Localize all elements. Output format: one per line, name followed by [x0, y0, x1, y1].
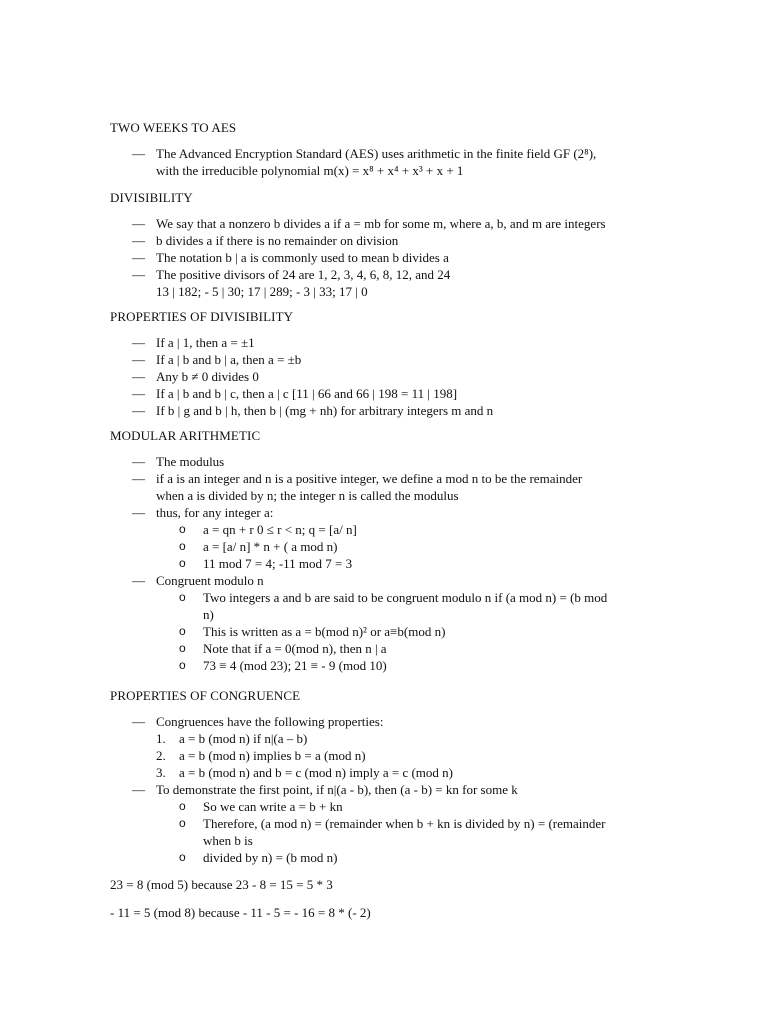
list-item	[110, 385, 670, 402]
sub-item-text: Therefore, (a mod n) = (remainder when b + kn is divided by n) = (remainder	[203, 816, 606, 831]
dash-bullet: —	[132, 454, 145, 469]
sub-item-text: Note that if a = 0(mod n), then n | a	[203, 641, 387, 656]
list-item-text: The positive divisors of 24 are 1, 2, 3, 4, 6, 8, 12, and 24	[156, 267, 451, 282]
dash-bullet: —	[132, 782, 145, 797]
sub-list-item	[110, 623, 670, 640]
sub-item-text: when b is	[203, 833, 253, 848]
list-item	[110, 402, 670, 419]
example-line-1: 23 = 8 (mod 5) because 23 - 8 = 15 = 5 * 3	[110, 877, 333, 892]
list-item-text: If a | b and b | a, then a = ±b	[156, 352, 302, 367]
sub-list-item	[110, 657, 670, 674]
sub-list-item	[110, 589, 670, 606]
section-heading: DIVISIBILITY	[110, 190, 193, 205]
properties-congruence-section	[110, 687, 670, 866]
circle-bullet-icon: o	[179, 539, 186, 553]
sub-item-text: a = qn + r 0 ≤ r < n; q = [a/ n]	[203, 522, 357, 537]
dash-bullet: —	[132, 352, 145, 367]
dash-bullet: —	[132, 267, 145, 282]
sub-item-text: n)	[203, 607, 214, 622]
list-item	[110, 334, 670, 351]
sub-list-item-continuation	[110, 606, 670, 623]
intro-line-2: with the irreducible polynomial m(x) = x⁸ + x⁴ + x³ + x + 1	[156, 163, 464, 178]
dash-bullet: —	[132, 471, 145, 486]
dash-bullet: —	[132, 386, 145, 401]
sub-list-item	[110, 521, 670, 538]
sub-item-text: a = [a/ n] * n + ( a mod n)	[203, 539, 338, 554]
list-item-text: To demonstrate the first point, if n|(a - b), then (a - b) = kn for some k	[156, 782, 518, 797]
numbered-item-text: a = b (mod n) and b = c (mod n) imply a = c (mod n)	[179, 765, 453, 780]
list-item	[110, 713, 670, 730]
numbered-item-text: a = b (mod n) if n|(a – b)	[179, 731, 308, 746]
dash-bullet: —	[132, 714, 145, 729]
list-item-text: The notation b | a is commonly used to mean b divides a	[156, 250, 449, 265]
circle-bullet-icon: o	[179, 850, 186, 864]
list-item	[110, 215, 670, 232]
numbered-item-text: a = b (mod n) implies b = a (mod n)	[179, 748, 366, 763]
section-heading: PROPERTIES OF DIVISIBILITY	[110, 309, 294, 324]
circle-bullet-icon: o	[179, 799, 186, 813]
list-item-text: b divides a if there is no remainder on division	[156, 233, 399, 248]
divisibility-section	[110, 189, 670, 300]
list-item	[110, 368, 670, 385]
item-number: 1.	[156, 731, 166, 746]
section-heading: MODULAR ARITHMETIC	[110, 428, 261, 443]
numbered-item	[110, 730, 670, 747]
circle-bullet-icon: o	[179, 658, 186, 672]
sub-item-text: This is written as a = b(mod n)² or a≡b(mod n)	[203, 624, 446, 639]
list-item-text: Congruences have the following properties:	[156, 714, 384, 729]
list-item	[110, 266, 670, 283]
example-line-2: - 11 = 5 (mod 8) because - 11 - 5 = - 16 = 8 * (- 2)	[110, 905, 371, 920]
list-item-text: Congruent modulo n	[156, 573, 264, 588]
properties-divisibility-section	[110, 308, 670, 419]
circle-bullet-icon: o	[179, 522, 186, 536]
list-item	[110, 781, 670, 798]
intro-line-1: The Advanced Encryption Standard (AES) uses arithmetic in the finite field GF (2⁸),	[156, 146, 597, 161]
numbered-item	[110, 747, 670, 764]
dash-bullet: —	[132, 403, 145, 418]
list-item-text: If b | g and b | h, then b | (mg + nh) for arbitrary integers m and n	[156, 403, 494, 418]
list-item-text: thus, for any integer a:	[156, 505, 274, 520]
dash-bullet: —	[132, 335, 145, 350]
dash-bullet: —	[132, 505, 145, 520]
list-item	[110, 232, 670, 249]
sub-list-item	[110, 555, 670, 572]
circle-bullet-icon: o	[179, 624, 186, 638]
item-number: 2.	[156, 748, 166, 763]
circle-bullet-icon: o	[179, 590, 186, 604]
list-continuation: when a is divided by n; the integer n is called the modulus	[156, 488, 459, 503]
list-item	[110, 351, 670, 368]
sub-list-item	[110, 538, 670, 555]
sub-list-item	[110, 798, 670, 815]
modular-arithmetic-section	[110, 427, 670, 674]
list-item	[110, 249, 670, 266]
sub-list-item-continuation	[110, 832, 670, 849]
section-heading: PROPERTIES OF CONGRUENCE	[110, 688, 301, 703]
list-item-text: If a | b and b | c, then a | c [11 | 66 and 66 | 198 = 11 | 198]	[156, 386, 458, 401]
circle-bullet-icon: o	[179, 641, 186, 655]
numbered-item	[110, 764, 670, 781]
intro-section	[110, 119, 670, 179]
sub-list-item	[110, 849, 670, 866]
sub-item-text: divided by n) = (b mod n)	[203, 850, 338, 865]
dash-bullet: —	[132, 573, 145, 588]
list-item	[110, 145, 670, 162]
list-item-text: Any b ≠ 0 divides 0	[156, 369, 259, 384]
dash-bullet: —	[132, 369, 145, 384]
sub-item-text: 11 mod 7 = 4; -11 mod 7 = 3	[203, 556, 353, 571]
dash-bullet: —	[132, 216, 145, 231]
list-item-text: If a | 1, then a = ±1	[156, 335, 255, 350]
dash-bullet: —	[132, 233, 145, 248]
list-item-text: The modulus	[156, 454, 225, 469]
dash-bullet: —	[132, 146, 145, 161]
page-title: TWO WEEKS TO AES	[110, 120, 237, 135]
list-continuation: 13 | 182; - 5 | 30; 17 | 289; - 3 | 33; 17 | 0	[156, 284, 368, 299]
dash-bullet: —	[132, 250, 145, 265]
sub-list-item	[110, 815, 670, 832]
list-item	[110, 504, 670, 521]
list-item	[110, 470, 670, 487]
list-item-text: if a is an integer and n is a positive integer, we define a mod n to be the remainder	[156, 471, 583, 486]
list-item	[110, 572, 670, 589]
item-number: 3.	[156, 765, 166, 780]
list-item-text: We say that a nonzero b divides a if a = mb for some m, where a, b, and m are integers	[156, 216, 606, 231]
sub-item-text: Two integers a and b are said to be congruent modulo n if (a mod n) = (b mod	[203, 590, 608, 605]
list-item	[110, 453, 670, 470]
sub-item-text: So we can write a = b + kn	[203, 799, 343, 814]
sub-list-item	[110, 640, 670, 657]
circle-bullet-icon: o	[179, 556, 186, 570]
circle-bullet-icon: o	[179, 816, 186, 830]
sub-item-text: 73 ≡ 4 (mod 23); 21 ≡ - 9 (mod 10)	[203, 658, 387, 673]
